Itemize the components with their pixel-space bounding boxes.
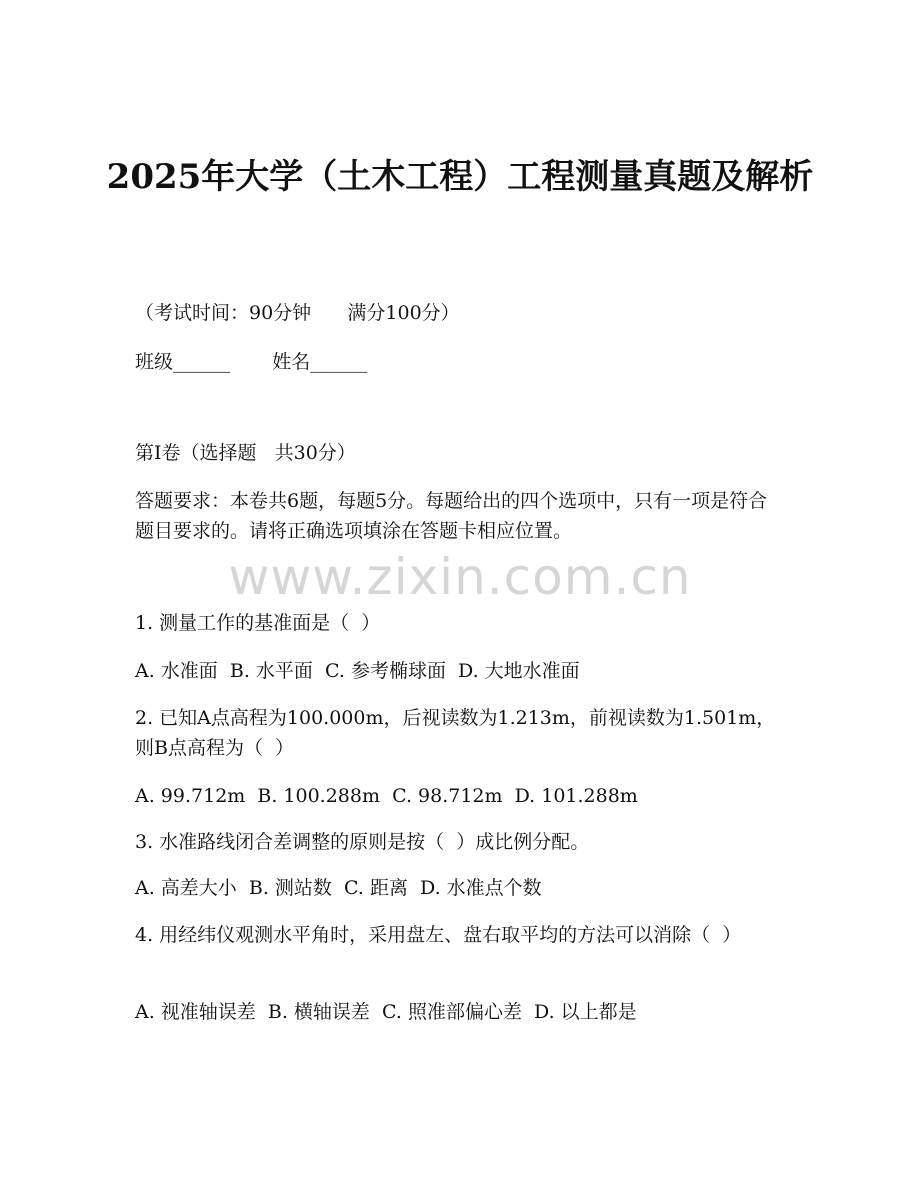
- instructions: 答题要求：本卷共6题，每题5分。每题给出的四个选项中，只有一项是符合题目要求的。请将正确选项填涂在答题卡相应位置。: [135, 490, 768, 542]
- document-title: 2025年大学（土木工程）工程测量真题及解析: [106, 157, 814, 197]
- question-3-options: A. 高差大小 B. 测站数 C. 距离 D. 水准点个数: [135, 877, 542, 899]
- section-heading: 第I卷（选择题 共30分）: [135, 442, 356, 464]
- question-3-stem: 3. 水准路线闭合差调整的原则是按（ ）成比例分配。: [135, 831, 590, 853]
- question-2-stem: 2. 已知A点高程为100.000m，后视读数为1.213m，前视读数为1.501m，则B点高程为（ ）: [135, 707, 776, 759]
- exam-info: （考试时间：90分钟 满分100分）: [135, 302, 460, 324]
- question-1-options: A. 水准面 B. 水平面 C. 参考椭球面 D. 大地水准面: [135, 660, 580, 682]
- question-4-stem: 4. 用经纬仪观测水平角时，采用盘左、盘右取平均的方法可以消除（ ）: [135, 924, 742, 946]
- watermark: www.zixin.com.cn: [228, 548, 692, 606]
- question-2-options: A. 99.712m B. 100.288m C. 98.712m D. 101.288m: [135, 785, 638, 807]
- student-info: 班级______ 姓名______: [135, 351, 368, 373]
- question-1-stem: 1. 测量工作的基准面是（ ）: [135, 612, 381, 634]
- question-4-options: A. 视准轴误差 B. 横轴误差 C. 照准部偏心差 D. 以上都是: [135, 1001, 637, 1023]
